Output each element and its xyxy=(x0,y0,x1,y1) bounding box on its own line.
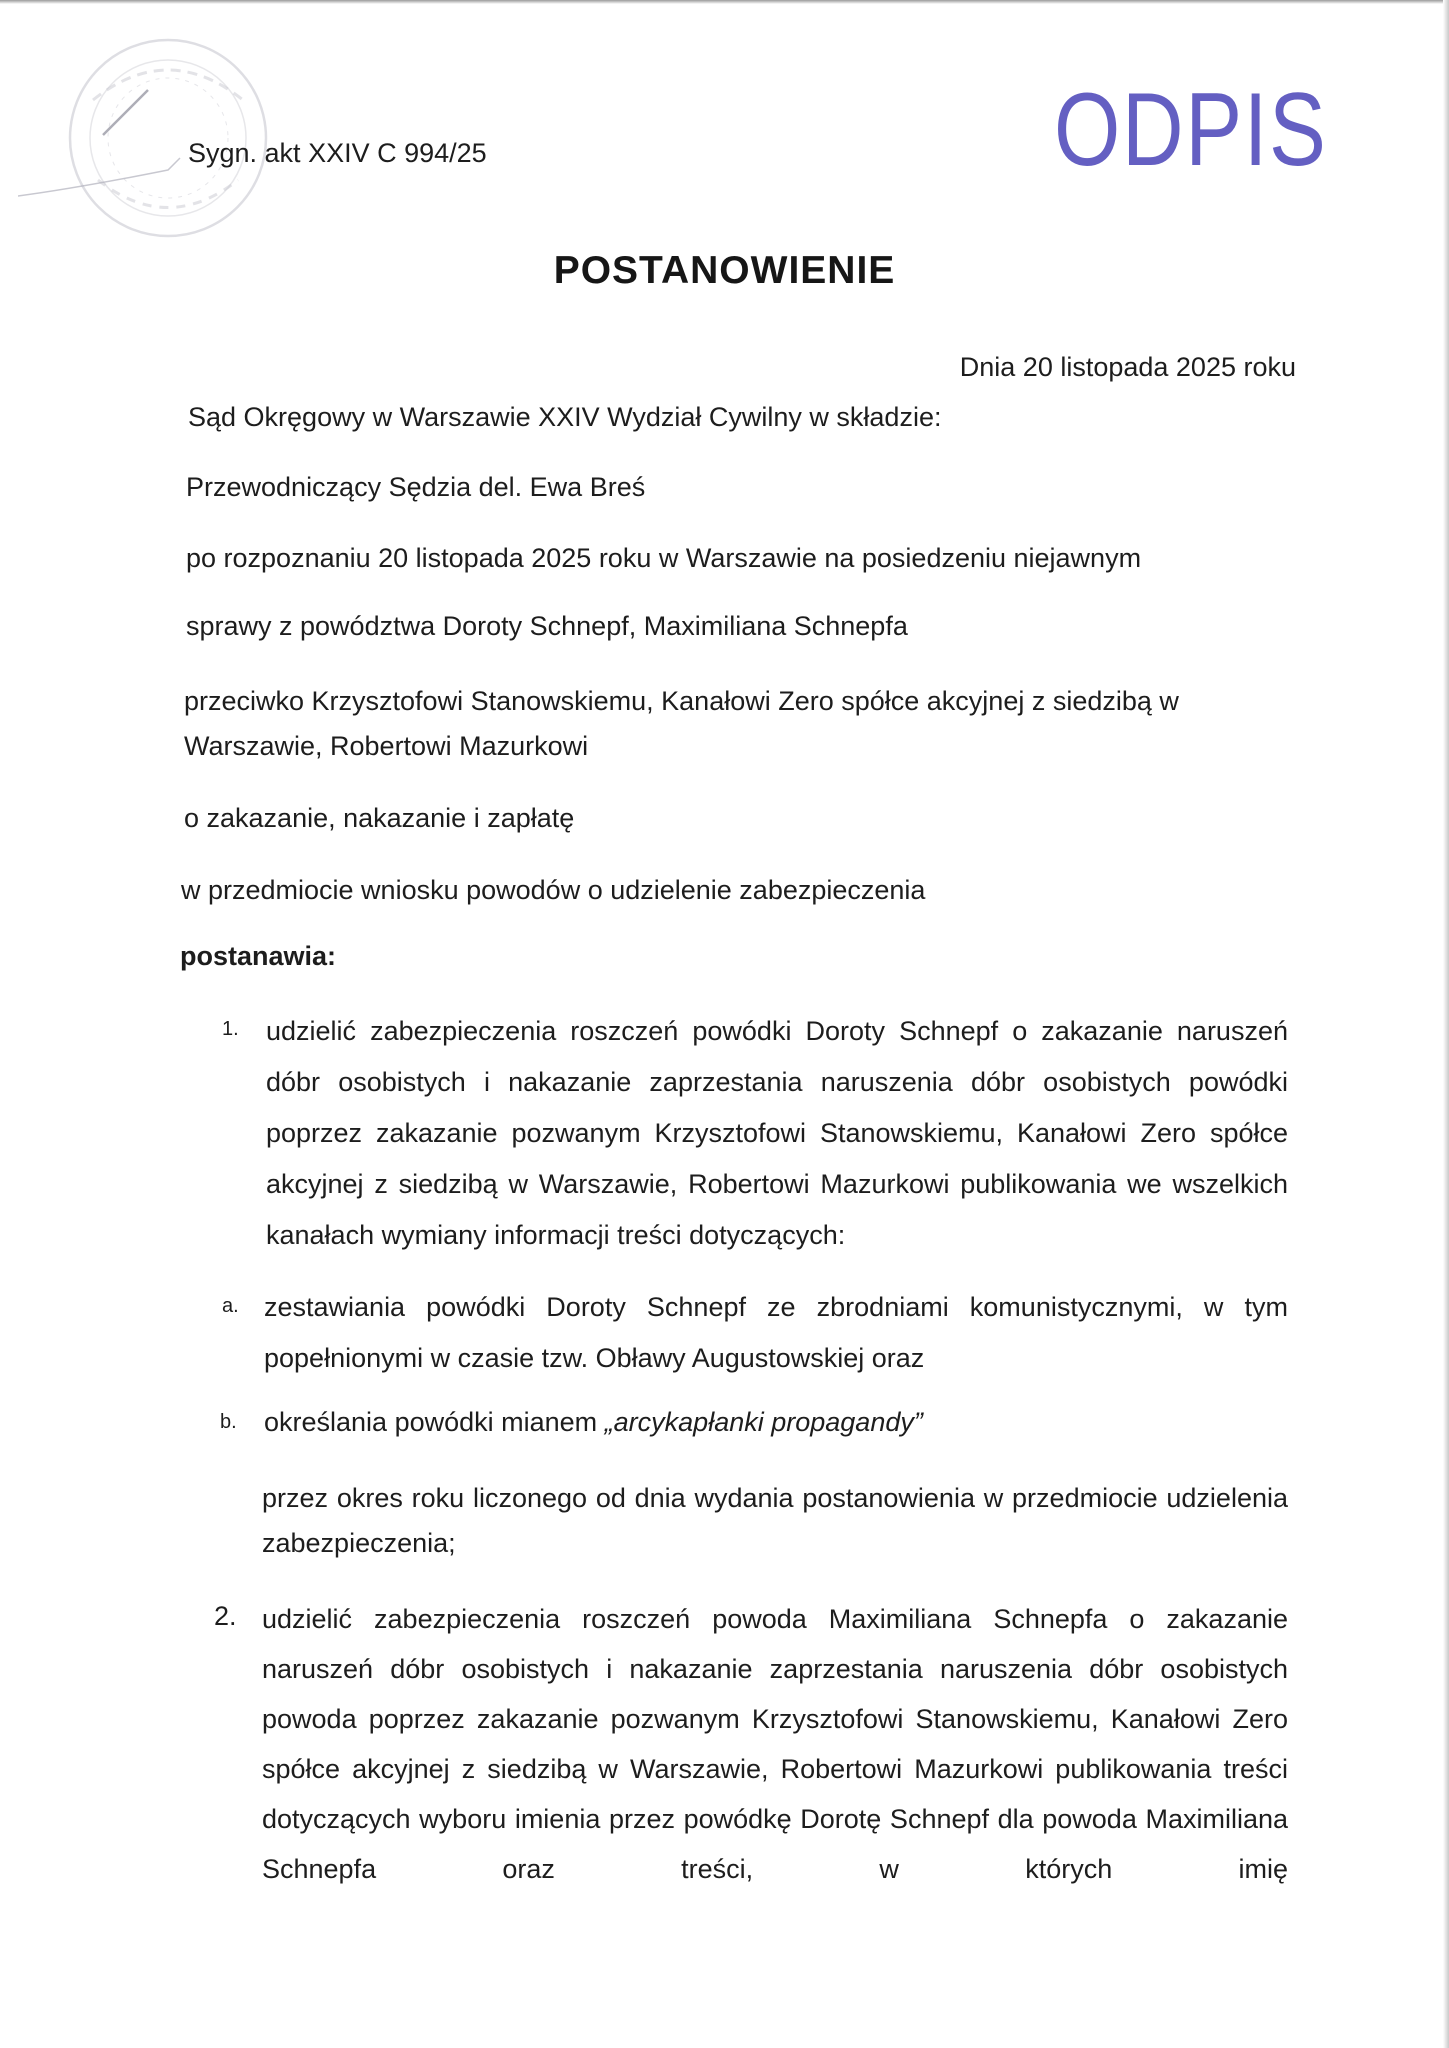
item-b-text xyxy=(264,1405,923,1439)
decision-heading: postanawia: xyxy=(180,941,337,971)
item-b-body: określania powódki mianem xyxy=(264,1407,605,1437)
defendants-line-2: Warszawie, Robertowi Mazurkowi xyxy=(184,731,589,761)
plaintiffs-line: sprawy z powództwa Doroty Schnepf, Maximiliana Schnepfa xyxy=(186,611,908,641)
court-composition: Sąd Okręgowy w Warszawie XXIV Wydział Cywilny w składzie: xyxy=(188,402,942,432)
presiding-judge: Przewodniczący Sędzia del. Ewa Breś xyxy=(186,472,646,502)
subject-line: w przedmiocie wniosku powodów o udzielenie zabezpieczenia xyxy=(181,875,926,905)
court-seal-icon xyxy=(18,20,298,250)
item-2-number: 2. xyxy=(214,1601,237,1631)
duration-paragraph xyxy=(262,1476,1288,1566)
item-a-body: zestawiania powódki Doroty Schnepf ze zbrodniami komunistycznymi, w tym popełnionymi w czasie tzw. Obławy Augustowskiej oraz xyxy=(264,1292,1288,1373)
item-a-text xyxy=(264,1282,1288,1384)
item-b-number: b. xyxy=(220,1411,237,1433)
defendants-line-1: przeciwko Krzysztofowi Stanowskiemu, Kanałowi Zero spółce akcyjnej z siedzibą w xyxy=(184,686,1179,716)
item-a-number: a. xyxy=(222,1295,239,1317)
item-b-quote: „arcykapłanki propagandy” xyxy=(604,1407,923,1437)
document-title: POSTANOWIENIE xyxy=(553,249,896,292)
document-date: Dnia 20 listopada 2025 roku xyxy=(959,352,1296,382)
hearing-info: po rozpoznaniu 20 listopada 2025 roku w Warszawie na posiedzeniu niejawnym xyxy=(186,543,1142,573)
scan-edge-top xyxy=(0,0,1449,4)
duration-body: przez okres roku liczonego od dnia wydania postanowienia w przedmiocie udzielenia zabezpieczenia; xyxy=(262,1483,1288,1558)
item-2-body: udzielić zabezpieczenia roszczeń powoda Maximiliana Schnepfa o zakazanie naruszeń dóbr osobistych i nakazanie zaprzestania naruszenia dóbr osobistych powoda poprzez zakazanie pozwanym Krzysztofowi Stanowskiemu, Kanałowi Zero spółce akcyjnej z siedzibą w Warszawie, Robertowi Mazurkowi publikowania treści dotyczących wyboru imienia przez powódkę Dorotę Schnepf dla powoda Maximiliana Schnepfa oraz treści, w których imię xyxy=(262,1604,1288,1884)
copy-stamp: ODPIS xyxy=(1054,72,1328,188)
item-1-number: 1. xyxy=(222,1018,239,1040)
scan-edge-right xyxy=(1443,0,1449,2048)
claim-line: o zakazanie, nakazanie i zapłatę xyxy=(184,803,575,833)
item-1-text xyxy=(266,1006,1288,1261)
item-2-text xyxy=(262,1594,1288,1894)
case-number: Sygn. akt XXIV C 994/25 xyxy=(188,138,487,168)
item-1-body: udzielić zabezpieczenia roszczeń powódki Doroty Schnepf o zakazanie naruszeń dóbr osobistych i nakazanie zaprzestania naruszenia dóbr osobistych powódki poprzez zakazanie pozwanym Krzysztofowi Stanowskiemu, Kanałowi Zero spółce akcyjnej z siedzibą w Warszawie, Robertowi Mazurkowi publikowania we wszelkich kanałach wymiany informacji treści dotyczących: xyxy=(266,1016,1288,1250)
